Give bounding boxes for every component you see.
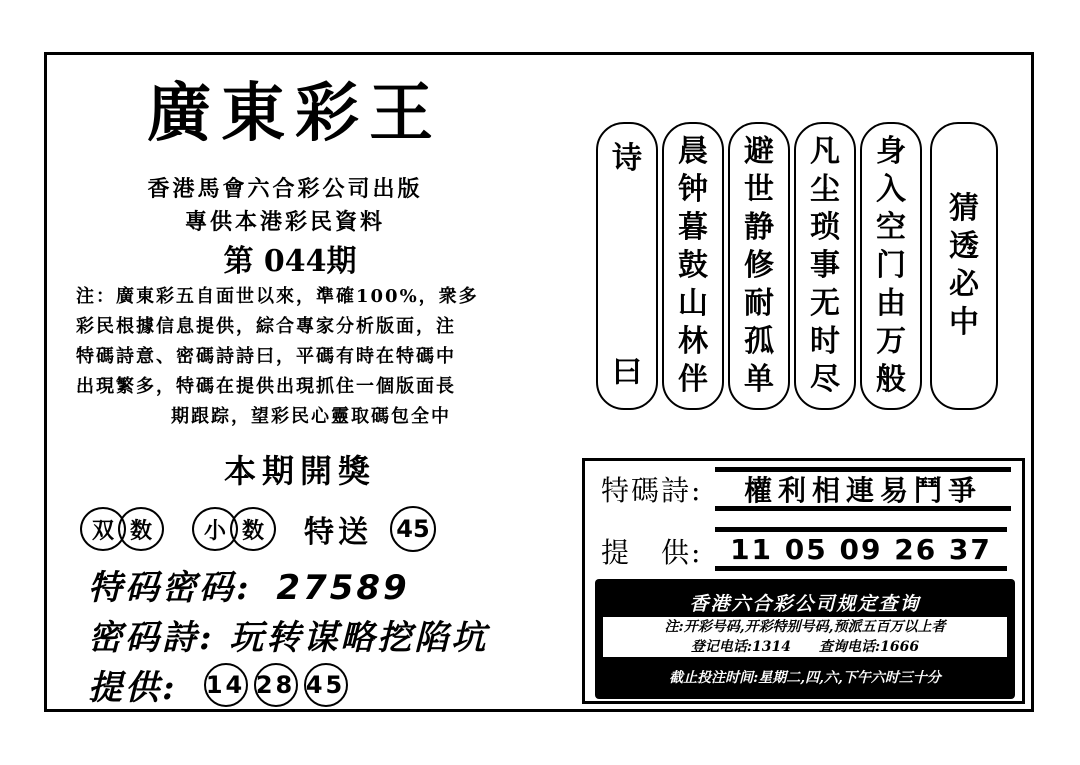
poem-char: 耐 [744, 286, 774, 321]
poem-column-3 [794, 122, 856, 410]
page-title: 廣東彩王 [147, 76, 443, 151]
publisher-line: 香港馬會六合彩公司出版 [147, 176, 423, 202]
picks-row [80, 504, 436, 554]
poem-char: 山 [678, 286, 708, 321]
pick-char: 小 [192, 507, 238, 551]
query-notice-body [603, 617, 1007, 657]
special-poem-value: 權利相連易鬥爭 [715, 467, 1011, 511]
poem-char: 事 [810, 248, 840, 283]
query-notice-title: 香港六合彩公司规定查询 [689, 593, 921, 615]
poem-heading-column [596, 122, 658, 410]
poem-char: 林 [678, 324, 708, 359]
poem-char: 空 [876, 210, 906, 245]
poem-char: 身 [876, 134, 906, 169]
guess-column [930, 122, 998, 410]
provide-numbers-right: 11 05 09 26 37 [715, 527, 1007, 571]
secret-poem-line [88, 610, 488, 659]
dedication-line: 專供本港彩民資料 [184, 209, 385, 235]
provide-ball: 45 [304, 663, 348, 707]
secret-code-label: 特码密码: [88, 568, 252, 608]
poem-char: 琐 [810, 210, 840, 245]
pick-odd-even [80, 507, 156, 551]
poem-heading-top: 诗 [612, 141, 642, 176]
provide-line [88, 660, 348, 709]
poem-char: 世 [744, 172, 774, 207]
deadline-line: 截止投注时间:星期二,四,六,下午六时三十分 [669, 670, 941, 686]
poem-char: 尽 [810, 362, 840, 397]
secret-code-value: 27589 [276, 568, 410, 608]
poem-char: 静 [744, 210, 774, 245]
poem-char: 透 [949, 229, 979, 264]
provide-ball: 14 [204, 663, 248, 707]
poem-char: 由 [876, 286, 906, 321]
poem-char: 鼓 [678, 248, 708, 283]
poem-char: 无 [810, 286, 840, 321]
poem-char: 晨 [678, 134, 708, 169]
draw-title: 本期開獎 [223, 452, 376, 490]
special-number-ball: 45 [390, 506, 436, 552]
secret-poem-value: 玩转谋略挖陷坑 [229, 618, 489, 658]
query-notice [595, 579, 1015, 699]
query-notice-line: 注:开彩号码,开彩特别号码,预派五百万以上者 [664, 619, 946, 635]
query-notice-line: 登记电话:1314 查询电话:1666 [690, 639, 920, 655]
poem-column-2 [728, 122, 790, 410]
notice-line: 出現繁多，特碼在提供出現抓住一個版面長 [76, 376, 456, 397]
poem-char: 必 [949, 267, 979, 302]
poem-char: 伴 [678, 362, 708, 397]
poem-char: 猜 [949, 191, 979, 226]
poem-char: 般 [876, 362, 906, 397]
poem-char: 门 [876, 248, 906, 283]
poem-column-1 [662, 122, 724, 410]
poem-column-4 [860, 122, 922, 410]
poem-char: 单 [744, 362, 774, 397]
poem-char: 尘 [810, 172, 840, 207]
provide-ball: 28 [254, 663, 298, 707]
provide-label-right: 提 供: [601, 536, 703, 569]
poem-char: 暮 [678, 210, 708, 245]
poem-char: 钟 [678, 172, 708, 207]
poem-char: 时 [810, 324, 840, 359]
special-label: 特送 [304, 515, 372, 550]
poem-char: 孤 [744, 324, 774, 359]
issue-number: 第 044期 [223, 244, 357, 279]
pick-size [192, 507, 268, 551]
poem-char: 万 [876, 324, 906, 359]
notice-line: 特碼詩意、密碼詩詩曰，平碼有時在特碼中 [76, 346, 456, 367]
poem-scroll [596, 122, 1000, 412]
poem-char: 修 [744, 248, 774, 283]
pick-char: 数 [230, 507, 276, 551]
poem-char: 避 [744, 134, 774, 169]
special-poem-box [582, 458, 1025, 704]
poem-char: 凡 [810, 134, 840, 169]
poem-char: 中 [949, 305, 979, 340]
notice-text [76, 282, 546, 432]
notice-line: 注：廣東彩五自面世以來，準確100%，衆多 [76, 286, 479, 307]
pick-char: 双 [80, 507, 126, 551]
secret-code-line [88, 560, 410, 609]
poem-char: 入 [876, 172, 906, 207]
notice-line: 彩民根據信息提供，綜合專家分析版面，注 [76, 316, 456, 337]
pick-char: 数 [118, 507, 164, 551]
special-poem-label: 特碼詩: [601, 474, 703, 507]
provide-label: 提供: [88, 668, 178, 708]
notice-line: 期跟踪，望彩民心靈取碼包全中 [171, 406, 451, 427]
secret-poem-label: 密码詩: [88, 618, 215, 658]
poem-heading-bottom: 曰 [612, 355, 642, 390]
